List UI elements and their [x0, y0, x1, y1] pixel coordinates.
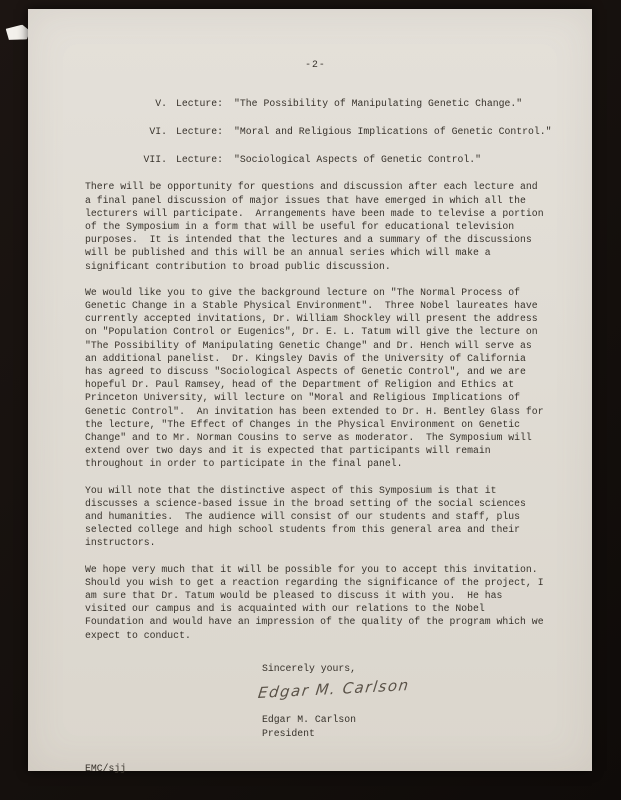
closing-block: [257, 662, 546, 741]
closing-salutation: Sincerely yours,: [262, 662, 357, 674]
body-paragraph: We hope very much that it will be possible for you to accept this invitation. Should you wish to get a reaction regarding the significance of the project, I am sure that Dr. Tatum would be pleased to discuss it with you. He has visited our campus and is acquainted with our relations to the Nobel Foundation and would have an impression of the quality of the program which we expect to conduct.: [85, 563, 550, 641]
letter-content: [85, 9, 552, 776]
letter-body: [85, 180, 550, 642]
lecture-label: Lecture:: [176, 153, 224, 165]
lecture-title: "Moral and Religious Implications of Genetic Control.": [234, 125, 552, 137]
lecture-list: [85, 97, 552, 166]
page-number: -2-: [305, 59, 326, 70]
signature-area: [257, 675, 546, 713]
lecture-title: "Sociological Aspects of Genetic Control.": [234, 153, 481, 165]
typist-initials: EMC/sjj: [85, 763, 127, 775]
body-paragraph: You will note that the distinctive aspect of this Symposium is that it discusses a science-based issue in the broad setting of the social sciences and humanities. The audience will consist of our students and staff, plus selected college and high school students from this general area and their instructors.: [85, 484, 532, 549]
body-paragraph: We would like you to give the background lecture on "The Normal Process of Genetic Change in a Stable Physical Environment". Three Nobel laureates have currently accepted invitations, Dr. William Shockley will present the address on "Population Control or Eugenics", Dr. E. L. Tatum will give the lecture on "The Possibility of Manipulating Genetic Change" and Dr. Hench will serve as an additional panelist. Dr. Kingsley Davis of the University of California has agreed to discuss "Sociological Aspects of Genetic Control", and we are hopeful Dr. Paul Ramsey, head of the Department of Religion and Ethics at Princeton University, will lecture on "Moral and Religious Implications of Genetic Control". An invitation has been extended to Dr. H. Bentley Glass for the lecture, "The Effect of Changes in the Physical Environment on Genetic Change" and to Mr. Norman Cousins to serve as moderator. The Symposium will extend over two days and it is expected that participants will remain throughout in order to participate in the final panel.: [85, 286, 550, 470]
lecture-item: [85, 153, 546, 166]
lecture-numeral: VI.: [149, 125, 167, 137]
corner-sticker: [6, 24, 31, 41]
lecture-item: [85, 125, 552, 138]
lecture-item: [85, 97, 546, 110]
lecture-numeral: VII.: [143, 153, 167, 165]
lecture-title: "The Possibility of Manipulating Genetic Change.": [234, 98, 523, 110]
handwritten-signature: Edgar M. Carlson: [257, 675, 411, 703]
letter-paper: [28, 9, 592, 775]
typed-name: Edgar M. Carlson: [262, 714, 357, 726]
lecture-label: Lecture:: [176, 125, 224, 137]
lecture-numeral: V.: [155, 98, 167, 110]
lecture-label: Lecture:: [176, 98, 224, 110]
typed-title: President: [262, 728, 315, 740]
body-paragraph: There will be opportunity for questions and discussion after each lecture and a final panel discussion of major issues that have emerged in which all the lecturers will participate. Arrangements have been made to televise a portion of the Symposium in a form that will be useful for educational television purposes. It is intended that the lectures and a summary of the discussions will be published and this will be an annual series which will make a significant contribution to broad public discussion.: [85, 181, 550, 272]
